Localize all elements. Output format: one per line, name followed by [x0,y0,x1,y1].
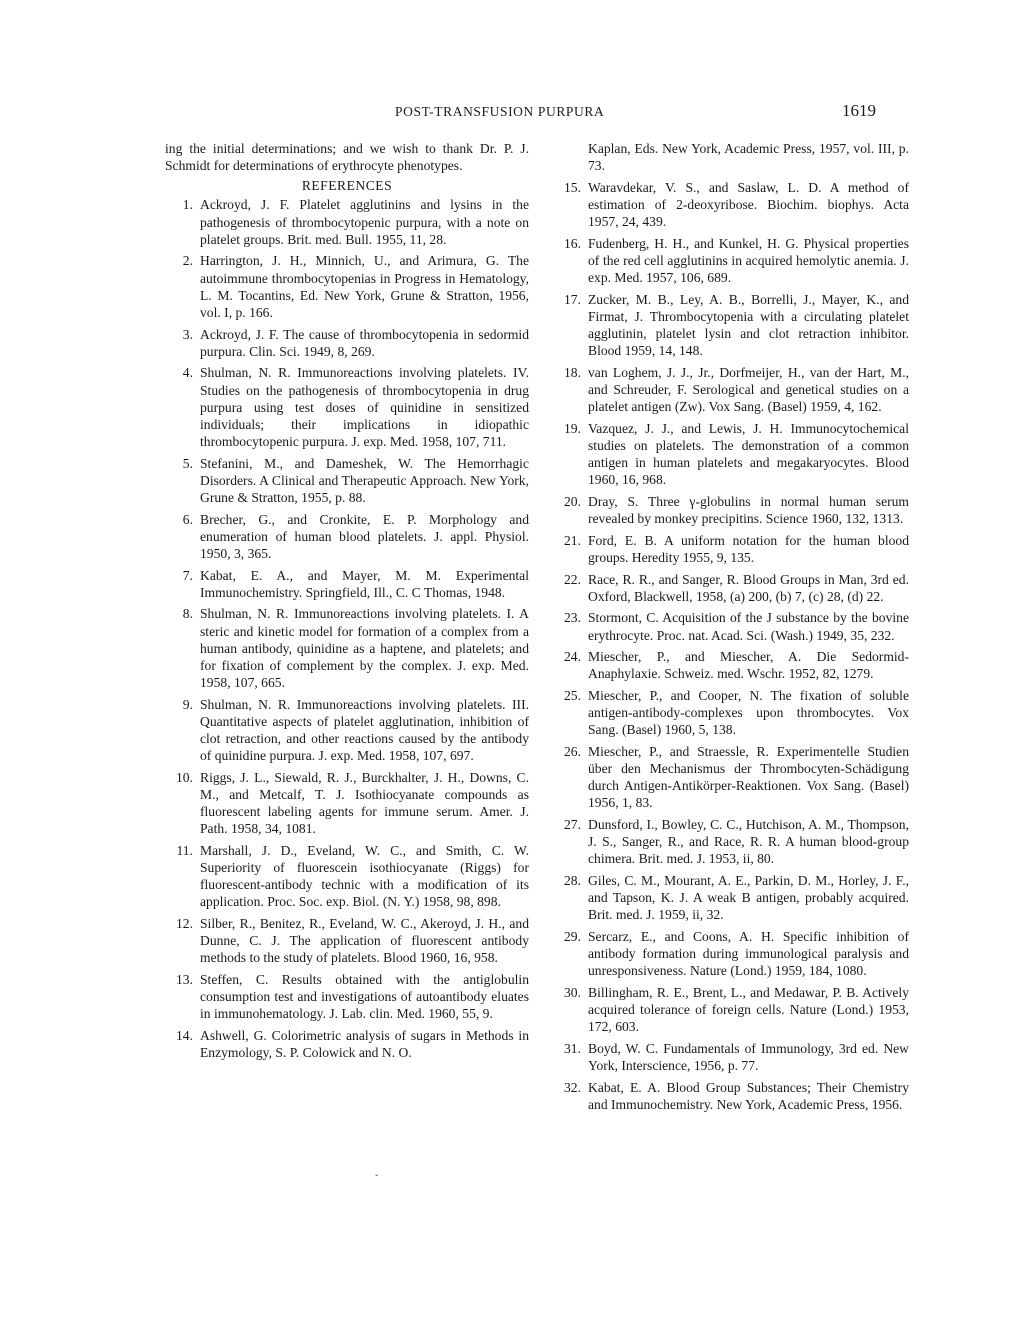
reference-item [165,1027,529,1061]
reference-text: Ackroyd, J. F. The cause of thrombocytopenia in sedormid purpura. Clin. Sci. 1949, 8, 269. [200,326,529,359]
reference-text: Waravdekar, V. S., and Saslaw, L. D. A method of estimation of 2-deoxyribose. Biochim. biophys. Acta 1957, 24, 439. [588,179,909,230]
reference-number: 13. [176,972,193,988]
reference-number: 23. [564,610,581,626]
reference-number: 6. [182,511,193,527]
reference-text: Silber, R., Benitez, R., Eveland, W. C., Akeroyd, J. H., and Dunne, C. J. The application of fluorescent antibody methods to the study of platelets. Blood 1960, 16, 958. [200,916,529,966]
reference-number: 16. [564,235,581,251]
reference-number: 14. [176,1028,193,1043]
reference-item [553,687,909,738]
reference-text: Kabat, E. A., and Mayer, M. M. Experimental Immunochemistry. Springfield, Ill., C. C Thomas, 1948. [200,567,529,600]
reference-text: Shulman, N. R. Immunoreactions involving platelets. IV. Studies on the pathogenesis of thrombocytopenia in drug purpura using test doses of quinidine in sensitized individuals; their implications in idiopathic thrombocytopenic purpura. J. exp. Med. 1958, 107, 711. [200,365,529,449]
reference-item [553,1079,909,1113]
reference-number: 20. [564,493,581,509]
reference-text: Miescher, P., and Straessle, R. Experimentelle Studien über den Mechanismus der Thrombocyten-Schädigung durch Antigen-Antikörper-Reaktionen. Vox Sang. (Basel) 1956, 1, 83. [588,744,909,811]
page-mark: ˇ [375,1174,379,1185]
reference-number: 17. [564,291,581,307]
reference-number: 26. [564,744,581,759]
reference-item [553,648,909,682]
reference-number: 4. [182,365,193,381]
reference-item [553,571,909,605]
reference-number: 11. [176,842,193,858]
reference-number: 8. [182,606,193,622]
reference-text: Ashwell, G. Colorimetric analysis of sugars in Methods in Enzymology, S. P. Colowick and N. O. [200,1028,529,1061]
reference-number: 18. [564,364,581,380]
reference-item [553,928,909,979]
reference-item [553,493,909,527]
reference-text: Shulman, N. R. Immunoreactions involving platelets. III. Quantitative aspects of platelet agglutination, inhibition of clot retraction, and other reactions caused by the antibody of quinidine purpura. J. exp. Med. 1958, 107, 697. [200,696,529,764]
reference-number: 3. [182,326,193,342]
reference-text: Ackroyd, J. F. Platelet agglutinins and lysins in the pathogenesis of thrombocytopenic purpura, with a note on platelet groups. Brit. med. Bull. 1955, 11, 28. [200,197,529,247]
reference-text: Giles, C. M., Mourant, A. E., Parkin, D. M., Horley, J. F., and Tapson, K. J. A weak B antigen, probably acquired. Brit. med. J. 1959, ii, 32. [588,873,909,923]
reference-item [553,235,909,286]
reference-text: van Loghem, J. J., Jr., Dorfmeijer, H., van der Hart, M., and Schreuder, F. Serological and genetical studies on a platelet antigen (Zw). Vox Sang. (Basel) 1959, 4, 162. [588,364,909,415]
reference-number: 31. [564,1041,581,1056]
reference-item [165,605,529,691]
reference-item [553,364,909,415]
reference-item [165,511,529,562]
reference-item [553,872,909,923]
reference-text: Fudenberg, H. H., and Kunkel, H. G. Physical properties of the red cell agglutinins in acquired hemolytic anemia. J. exp. Med. 1957, 106, 689. [588,235,909,286]
running-title: POST-TRANSFUSION PURPURA [395,104,605,119]
reference-item [165,252,529,321]
reference-continuation [553,140,909,174]
reference-number: 29. [564,929,581,945]
reference-item [165,842,529,911]
reference-number: 28. [564,873,581,889]
reference-text: Riggs, J. L., Siewald, R. J., Burckhalter, J. H., Downs, C. M., and Metcalf, T. J. Isothiocyanate compounds as fluorescent labeling agents for immune serum. Amer. J. Path. 1958, 34, 1081. [200,769,529,837]
reference-item [165,971,529,1022]
reference-item [553,1040,909,1074]
reference-item [165,196,529,247]
reference-item [553,291,909,360]
reference-number: 27. [564,817,581,833]
reference-number: 30. [564,985,581,1001]
reference-item [553,816,909,867]
reference-number: 1. [182,197,193,213]
page-number: 1619 [842,101,876,120]
references-heading: REFERENCES [301,178,393,194]
reference-text: Boyd, W. C. Fundamentals of Immunology, 3rd ed. New York, Interscience, 1956, p. 77. [588,1041,909,1074]
reference-number: 5. [182,455,193,471]
reference-number: 21. [564,532,581,548]
reference-text: Sercarz, E., and Coons, A. H. Specific inhibition of antibody formation during immunological paralysis and unresponsiveness. Nature (Lond.) 1959, 184, 1080. [588,929,909,979]
reference-item [553,984,909,1035]
reference-item [165,364,529,450]
reference-item [553,609,909,643]
reference-text: Miescher, P., and Cooper, N. The fixation of soluble antigen-antibody-complexes upon thrombocytes. Vox Sang. (Basel) 1960, 5, 138. [588,688,909,738]
reference-item [165,326,529,360]
reference-text: Harrington, J. H., Minnich, U., and Arimura, G. The autoimmune thrombocytopenias in Progress in Hematology, L. M. Tocantins, Ed. New York, Grune & Stratton, 1956, vol. I, p. 166. [200,253,529,320]
reference-item [553,179,909,230]
reference-text: Race, R. R., and Sanger, R. Blood Groups in Man, 3rd ed. Oxford, Blackwell, 1958, (a) 200, (b) 7, (c) 28, (d) 22. [588,571,909,604]
reference-text: Ford, E. B. A uniform notation for the human blood groups. Heredity 1955, 9, 135. [588,532,909,565]
reference-number: 10. [176,769,193,785]
reference-text: Dunsford, I., Bowley, C. C., Hutchison, A. M., Thompson, J. S., Sanger, R., and Race, R. R. A human blood-group chimera. Brit. med. J. 1953, ii, 80. [588,817,909,867]
references-list-left [165,196,529,1061]
reference-text: Steffen, C. Results obtained with the antiglobulin consumption test and investigations of autoantibody eluates in immunohematology. J. Lab. clin. Med. 1960, 55, 9. [200,972,529,1022]
reference-item [165,915,529,966]
reference-item [553,420,909,489]
references-list-right [553,179,909,1113]
reference-number: 12. [176,916,193,932]
right-column [553,140,909,1118]
reference-item [165,455,529,506]
reference-text: Shulman, N. R. Immunoreactions involving platelets. I. A steric and kinetic model for formation of a complex from a human antibody, quinidine as a haptene, and platelets; and for fixation of complement by the complex. J. exp. Med. 1958, 107, 665. [200,606,529,691]
reference-number: 19. [564,420,581,436]
reference-number: 15. [564,179,581,195]
running-head [0,101,1020,123]
reference-number: 32. [564,1079,581,1095]
reference-text: Stefanini, M., and Dameshek, W. The Hemorrhagic Disorders. A Clinical and Therapeutic Approach. New York, Grune & Stratton, 1955, p. 88. [200,455,529,505]
reference-number: 2. [182,253,193,269]
reference-item [165,696,529,765]
reference-number: 24. [564,649,581,665]
reference-item [165,769,529,838]
reference-number: 7. [182,567,193,583]
reference-number: 25. [564,688,581,704]
reference-text: Kaplan, Eds. New York, Academic Press, 1957, vol. III, p. 73. [588,141,909,174]
reference-number: 22. [564,571,581,587]
reference-item [165,567,529,601]
reference-text: Stormont, C. Acquisition of the J substance by the bovine erythrocyte. Proc. nat. Acad. Sci. (Wash.) 1949, 35, 232. [588,610,909,643]
reference-text: Billingham, R. E., Brent, L., and Medawar, P. B. Actively acquired tolerance of foreign cells. Nature (Lond.) 1953, 172, 603. [588,985,909,1035]
reference-text: Dray, S. Three γ-globulins in normal human serum revealed by monkey precipitins. Science 1960, 132, 1313. [588,493,909,527]
reference-text: Miescher, P., and Miescher, A. Die Sedormid-Anaphylaxie. Schweiz. med. Wschr. 1952, 82, 1279. [588,649,909,682]
reference-text: Kabat, E. A. Blood Group Substances; Their Chemistry and Immunochemistry. New York, Academic Press, 1956. [588,1079,909,1112]
reference-text: Zucker, M. B., Ley, A. B., Borrelli, J., Mayer, K., and Firmat, J. Thrombocytopenia with a circulating platelet agglutinin, platelet lysin and clot retraction inhibitor. Blood 1959, 14, 148. [588,291,909,359]
reference-item [553,532,909,566]
reference-text: Marshall, J. D., Eveland, W. C., and Smith, C. W. Superiority of fluorescein isothiocyanate (Riggs) for fluorescent-antibody technic with a modification of its application. Proc. Soc. exp. Biol. (N. Y.) 1958, 98, 898. [200,842,529,910]
reference-text: Vazquez, J. J., and Lewis, J. H. Immunocytochemical studies on platelets. The demonstration of a common antigen in human platelets and megakaryocytes. Blood 1960, 16, 968. [588,420,909,488]
left-column [165,140,529,1066]
reference-item [553,743,909,812]
reference-number: 9. [182,696,193,712]
intro-paragraph: ing the initial determinations; and we wish to thank Dr. P. J. Schmidt for determinations of erythrocyte phenotypes. [165,141,529,174]
reference-text: Brecher, G., and Cronkite, E. P. Morphology and enumeration of human blood platelets. J. appl. Physiol. 1950, 3, 365. [200,511,529,561]
